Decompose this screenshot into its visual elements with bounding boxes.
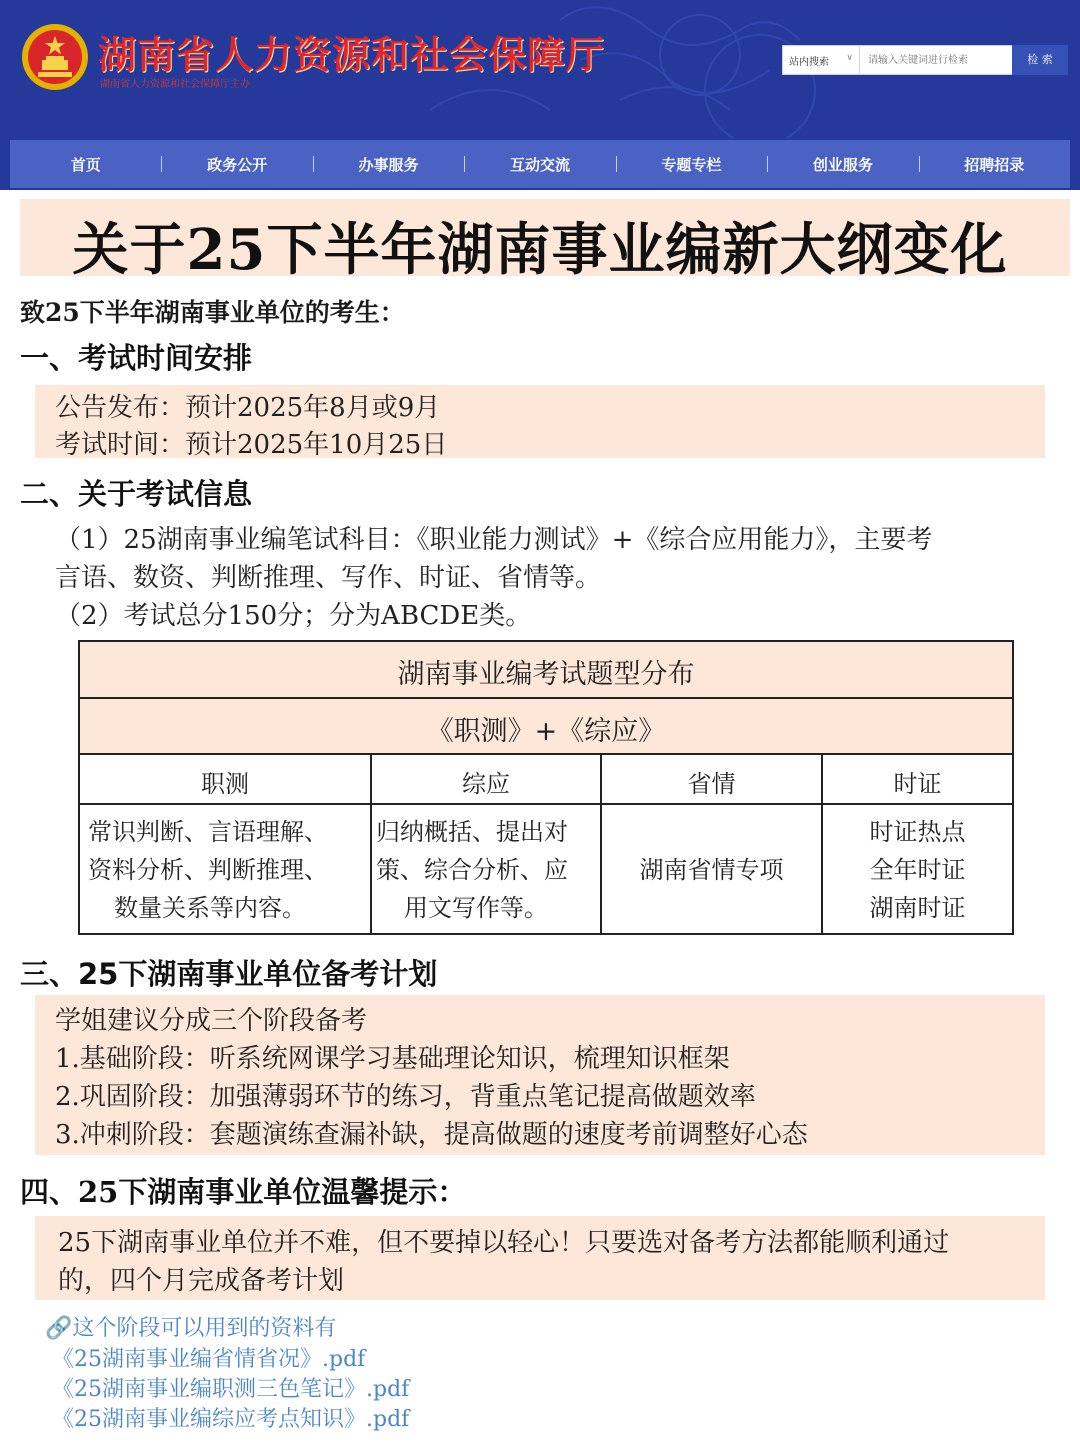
- table-cell-line: 时证热点: [869, 818, 966, 846]
- table-column-header: 省情: [687, 770, 736, 798]
- chevron-down-icon: ∨: [846, 53, 853, 63]
- section-4-heading: 四、25下湖南事业单位温馨提示：: [20, 1175, 467, 1209]
- nav-item-gov-affairs[interactable]: 政务公开: [161, 154, 312, 175]
- nav-item-home[interactable]: 首页: [70, 155, 101, 174]
- table-cell-line: 策、综合分析、应: [376, 856, 568, 884]
- resource-link[interactable]: 《25湖南事业编省情省况》.pdf: [52, 1347, 366, 1372]
- table-subtitle: 《职测》+《综应》: [426, 716, 666, 747]
- section-2-line: （1）25湖南事业编笔试科目：《职业能力测试》+《综合应用能力》，主要考: [55, 525, 933, 555]
- table-cell-line: 资料分析、判断推理、: [88, 856, 328, 884]
- section-3-heading: 三、25下湖南事业单位备考计划: [20, 957, 438, 991]
- section-3-line: 学姐建议分成三个阶段备考: [55, 1006, 368, 1036]
- section-3-line: 3.冲刺阶段：套题演练查漏补缺，提高做题的速度考前调整好心态: [55, 1120, 808, 1150]
- section-2-line: （2）考试总分150分；分为ABCDE类。: [55, 601, 532, 631]
- resource-link[interactable]: 《25湖南事业编职测三色笔记》.pdf: [52, 1377, 410, 1402]
- table-title: 湖南事业编考试题型分布: [397, 659, 695, 690]
- search-scope-label: 站内搜索: [789, 57, 829, 68]
- main-nav: [10, 140, 1070, 188]
- section-1-heading: 一、考试时间安排: [20, 341, 253, 375]
- site-header: [0, 0, 1080, 190]
- greeting: 致25下半年湖南事业单位的考生：: [20, 298, 405, 327]
- table-cell-line: 用文写作等。: [404, 894, 548, 922]
- search-scope-select[interactable]: [783, 46, 860, 74]
- national-emblem-icon: [20, 22, 90, 92]
- section-4-line: 的，四个月完成备考计划: [58, 1266, 345, 1296]
- resource-link[interactable]: 《25湖南事业编综应考点知识》.pdf: [52, 1407, 410, 1432]
- section-1-line: 公告发布：预计2025年8月或9月: [55, 393, 441, 423]
- table-cell-line: 归纳概括、提出对: [376, 818, 568, 846]
- table-rule: [80, 753, 1012, 755]
- site-title[interactable]: 湖南省人力资源和社会保障厅: [98, 33, 606, 77]
- table-column-header: 综应: [462, 770, 510, 798]
- table-cell: [376, 813, 598, 927]
- nav-item-topics[interactable]: 专题专栏: [616, 154, 767, 175]
- table-cell: [823, 813, 1012, 927]
- nav-item-startup[interactable]: 创业服务: [767, 154, 918, 175]
- table-rule: [80, 803, 1012, 805]
- section-2-line: 言语、数资、判断推理、写作、时证、省情等。: [55, 563, 602, 593]
- table-column-header: 时证: [893, 770, 942, 798]
- table-cell-line: 湖南时证: [869, 894, 966, 922]
- article-title: 关于25下半年湖南事业编新大纲变化: [72, 217, 1008, 283]
- table-rule: [80, 697, 1012, 699]
- exam-type-table: [78, 640, 1014, 935]
- search-button[interactable]: 检 索: [1012, 45, 1068, 75]
- section-3-line: 2.巩固阶段：加强薄弱环节的练习，背重点笔记提高做题效率: [55, 1082, 756, 1112]
- nav-item-interaction[interactable]: 互动交流: [464, 154, 615, 175]
- section-3-line: 1.基础阶段：听系统网课学习基础理论知识，梳理知识框架: [55, 1044, 730, 1074]
- resources-intro: [45, 1311, 336, 1342]
- table-cell: [602, 851, 821, 889]
- site-subtitle: 湖南省人力资源和社会保障厅主办: [100, 79, 250, 90]
- resources-intro-text: 这个阶段可以用到的资料有: [72, 1316, 337, 1341]
- section-1-line: 考试时间：预计2025年10月25日: [55, 430, 448, 460]
- search-input[interactable]: [860, 46, 1012, 74]
- table-cell: [88, 813, 328, 927]
- table-cell-line: 常识判断、言语理解、: [88, 818, 328, 846]
- nav-item-recruitment[interactable]: 招聘招录: [919, 154, 1070, 175]
- table-cell-line: 湖南省情专项: [639, 856, 784, 884]
- section-4-line: 25下湖南事业单位并不难，但不要掉以轻心！只要选对备考方法都能顺利通过: [58, 1228, 950, 1258]
- table-cell-line: 数量关系等内容。: [114, 894, 306, 922]
- link-icon: 🔗: [45, 1316, 73, 1341]
- table-column-header: 职测: [201, 770, 249, 798]
- nav-item-services[interactable]: 办事服务: [313, 154, 464, 175]
- search-bar: [782, 45, 1068, 75]
- section-2-heading: 二、关于考试信息: [20, 477, 253, 511]
- table-cell-line: 全年时证: [869, 856, 966, 884]
